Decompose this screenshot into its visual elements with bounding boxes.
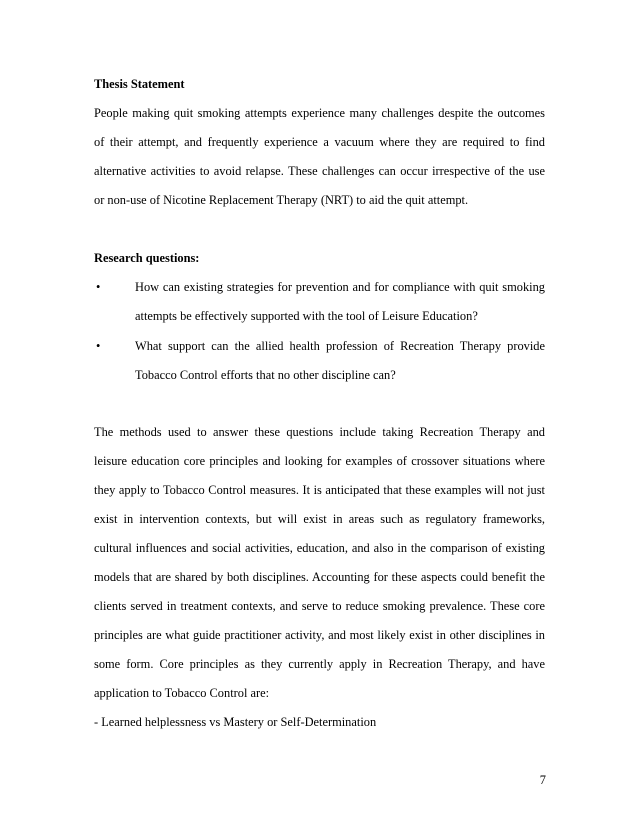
methods-line-5: cultural influences and social activities, education, and also in the comparison of existing	[94, 541, 545, 555]
methods-line-2: leisure education core principles and looking for examples of crossover situations where	[94, 454, 545, 468]
thesis-heading: Thesis Statement	[94, 77, 185, 91]
methods-line-3: they apply to Tobacco Control measures. It is anticipated that these examples will not just	[94, 483, 545, 497]
page-number: 7	[539, 773, 546, 787]
methods-line-11: - Learned helplessness vs Mastery or Self-Determination	[94, 715, 377, 729]
bullet-marker-1: •	[96, 280, 101, 294]
thesis-line-4: or non-use of Nicotine Replacement Therapy (NRT) to aid the quit attempt.	[94, 193, 469, 207]
methods-line-7: clients served in treatment contexts, and serve to reduce smoking prevalence. These core	[94, 599, 545, 613]
thesis-line-2: of their attempt, and frequently experience a vacuum where they are required to find	[94, 135, 545, 149]
methods-line-4: exist in intervention contexts, but will exist in areas such as regulatory frameworks,	[94, 512, 545, 526]
thesis-line-1: People making quit smoking attempts experience many challenges despite the outcomes	[94, 106, 545, 120]
methods-line-8: principles are what guide practitioner activity, and most likely exist in other disciplines in	[94, 628, 545, 642]
question-1-line-2: attempts be effectively supported with the tool of Leisure Education?	[135, 309, 478, 323]
research-questions-heading: Research questions:	[94, 251, 200, 265]
methods-line-10: application to Tobacco Control are:	[94, 686, 270, 700]
question-2-line-1: What support can the allied health profession of Recreation Therapy provide	[135, 339, 545, 353]
question-2-line-2: Tobacco Control efforts that no other discipline can?	[135, 368, 396, 382]
methods-line-1: The methods used to answer these questions include taking Recreation Therapy and	[94, 425, 545, 439]
question-1-line-1: How can existing strategies for prevention and for compliance with quit smoking	[135, 280, 545, 294]
methods-line-9: some form. Core principles as they currently apply in Recreation Therapy, and have	[94, 657, 545, 671]
methods-line-6: models that are shared by both disciplines. Accounting for these aspects could benefit the	[94, 570, 545, 584]
thesis-line-3: alternative activities to avoid relapse. These challenges can occur irrespective of the use	[94, 164, 545, 178]
bullet-marker-2: •	[96, 339, 101, 353]
